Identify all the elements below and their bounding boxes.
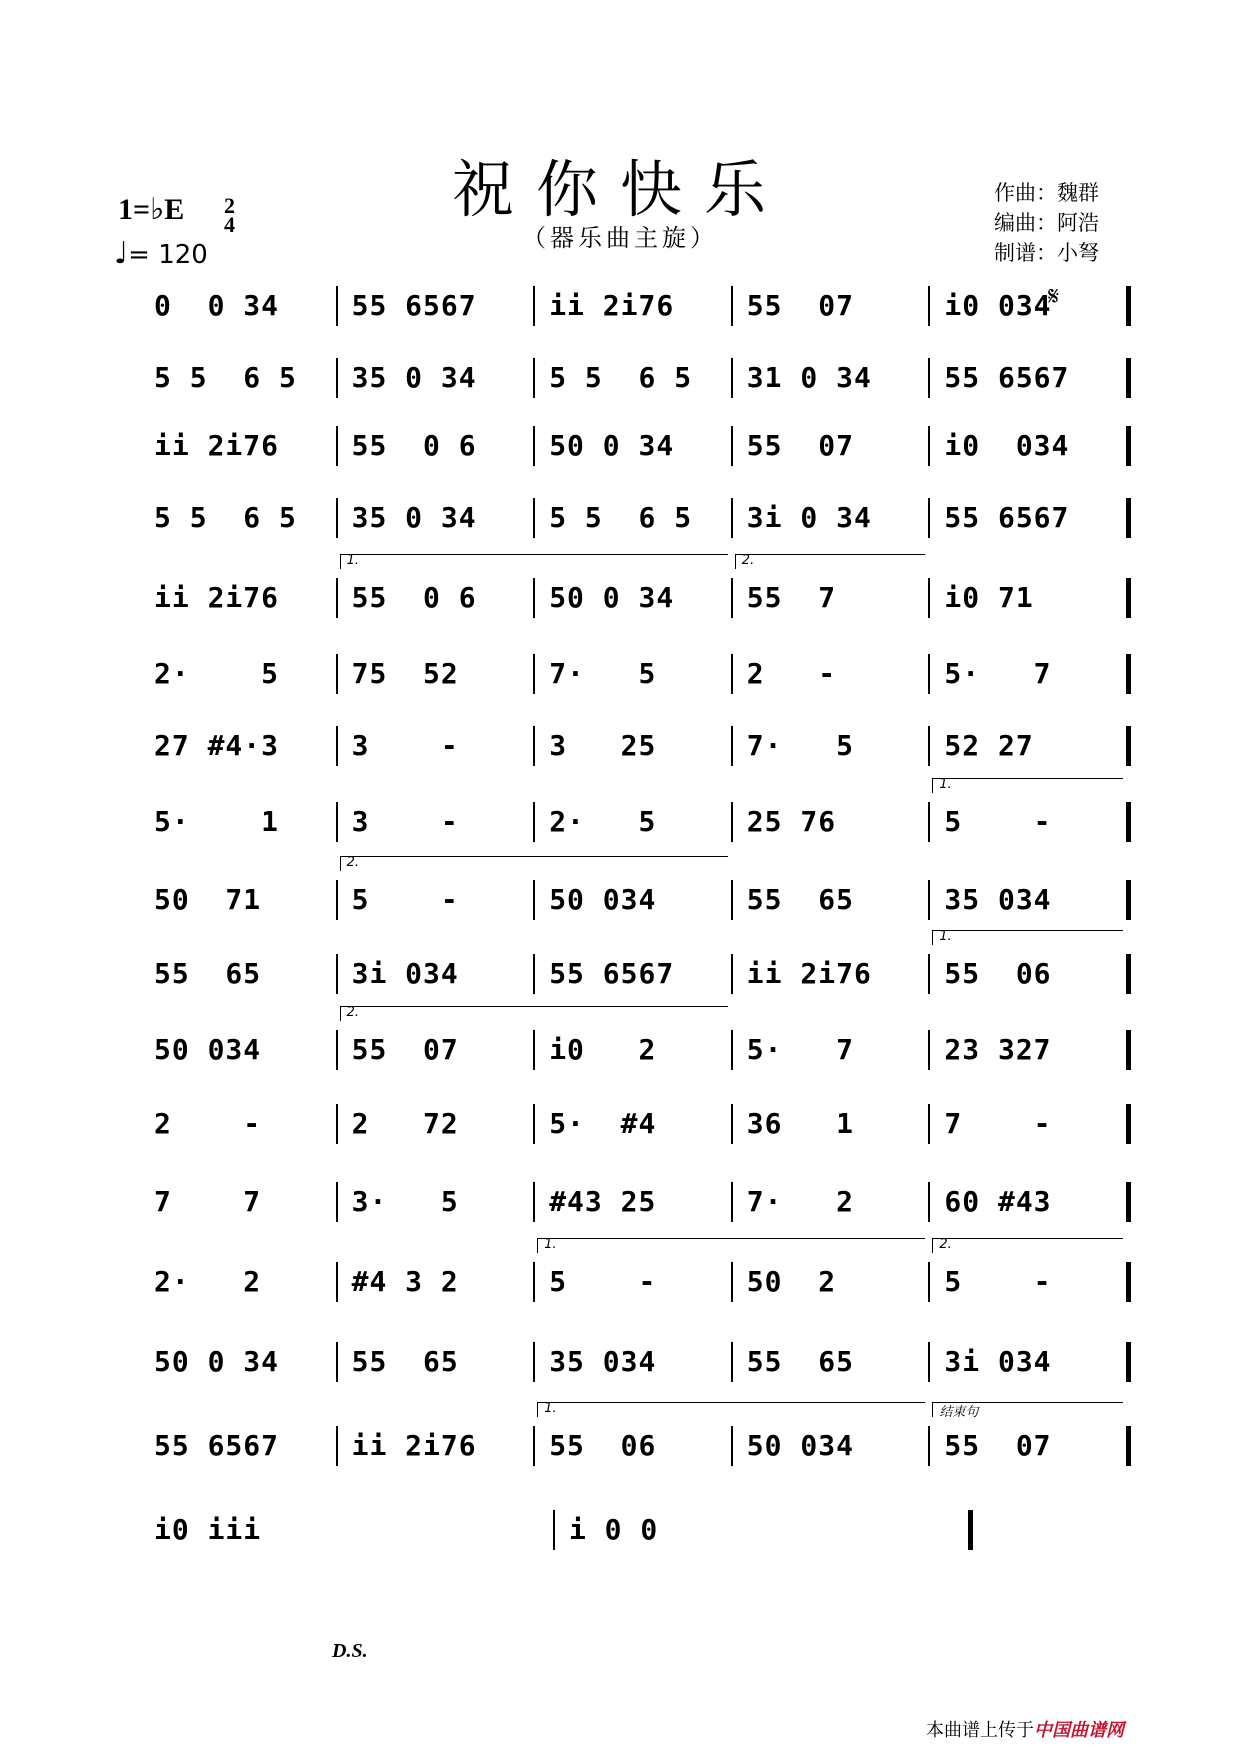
measure (735, 876, 933, 922)
measure (735, 574, 933, 620)
segno-icon: 𝄋 (1048, 282, 1060, 312)
measure-notes: 36 1 (746, 1106, 854, 1140)
barline (533, 1182, 535, 1222)
ds-marking: D.S. (332, 1640, 368, 1662)
measure (340, 422, 538, 468)
measure-notes: 5· 7 (944, 656, 1052, 690)
measure (142, 494, 340, 540)
measure (537, 950, 735, 996)
measure (340, 1178, 538, 1224)
measure (340, 798, 538, 844)
measure-notes: 5· #4 (549, 1106, 657, 1140)
barline (928, 1426, 930, 1466)
measure-notes: i0 034 (944, 428, 1070, 462)
measure-notes: 35 034 (549, 1344, 657, 1378)
measure (142, 1100, 340, 1146)
barline (1126, 498, 1131, 538)
measure-notes: i0 034 (944, 288, 1052, 322)
barline (336, 802, 338, 842)
barline (928, 802, 930, 842)
measure-notes: 5 - (944, 1264, 1052, 1298)
credits-block (994, 178, 1099, 268)
measure (735, 1338, 933, 1384)
measure (932, 950, 1130, 996)
volta-bracket (932, 1238, 1123, 1253)
measure (735, 1178, 933, 1224)
barline (928, 1182, 930, 1222)
barline (1126, 1104, 1131, 1144)
barline (928, 654, 930, 694)
measure-notes: 5 5 6 5 (154, 500, 297, 534)
measure (340, 1338, 538, 1384)
measure (142, 422, 340, 468)
score-row (142, 422, 1130, 468)
score-row (142, 282, 1130, 328)
barline (336, 880, 338, 920)
barline (928, 286, 930, 326)
measure-notes: ii 2i76 (746, 956, 872, 990)
measure-notes: 5 - (549, 1264, 657, 1298)
measure-notes: 55 6567 (154, 1428, 280, 1462)
measure (537, 798, 735, 844)
barline (731, 1104, 733, 1144)
measure (537, 722, 735, 768)
time-signature: 2 4 (224, 193, 235, 237)
measure-notes: ii 2i76 (549, 288, 675, 322)
measure (537, 1258, 735, 1304)
measure (142, 282, 340, 328)
barline (1126, 802, 1131, 842)
measure-notes: ii 2i76 (154, 580, 280, 614)
measure (735, 722, 933, 768)
volta-bracket (932, 778, 1123, 793)
measure-notes: 55 6567 (351, 288, 477, 322)
measure (340, 650, 538, 696)
measure-notes: 50 034 (154, 1032, 262, 1066)
score-row (142, 1005, 1130, 1072)
score-row (142, 553, 1130, 620)
volta-label: 2. (346, 855, 359, 870)
barline (336, 1426, 338, 1466)
measure (142, 1422, 340, 1468)
barline (928, 358, 930, 398)
measure (142, 354, 340, 400)
score-row (142, 777, 1130, 844)
barline (1126, 286, 1131, 326)
barline (731, 578, 733, 618)
measure (932, 1422, 1130, 1468)
measure-notes: 52 27 (944, 728, 1034, 762)
measure (142, 798, 340, 844)
measure-notes: 55 65 (746, 1344, 854, 1378)
barline (336, 578, 338, 618)
measure-notes: 55 65 (351, 1344, 459, 1378)
measure (340, 282, 538, 328)
measure (537, 1338, 735, 1384)
measure (537, 650, 735, 696)
barline (731, 802, 733, 842)
measure (537, 282, 735, 328)
measure-notes: 55 65 (154, 956, 262, 990)
barline (928, 1104, 930, 1144)
score-row (142, 1506, 1130, 1552)
measure-notes: ii 2i76 (154, 428, 280, 462)
measure (537, 1100, 735, 1146)
measure (142, 574, 340, 620)
barline (336, 954, 338, 994)
barline (731, 286, 733, 326)
volta-label: 1. (939, 929, 952, 944)
barline (533, 1262, 535, 1302)
measure (735, 1100, 933, 1146)
score-row (142, 650, 1130, 696)
measure (932, 1178, 1130, 1224)
measure (932, 494, 1130, 540)
measure-notes: 31 0 34 (746, 360, 872, 394)
measure-notes: 60 #43 (944, 1184, 1052, 1218)
measure-notes: 55 7 (746, 580, 837, 614)
measure (340, 1100, 538, 1146)
measure (735, 422, 933, 468)
measure (340, 950, 538, 996)
measure-notes: 55 07 (746, 288, 854, 322)
measure-notes: 5· 7 (746, 1032, 854, 1066)
measure (932, 422, 1130, 468)
measure-notes: 50 0 34 (549, 428, 675, 462)
quarter-note-icon: ♩ (114, 236, 129, 271)
measure (537, 876, 735, 922)
barline (928, 426, 930, 466)
barline (1126, 954, 1131, 994)
measure (340, 494, 538, 540)
measure-notes: i0 iii (154, 1512, 262, 1546)
measure (932, 650, 1130, 696)
measure (735, 1026, 933, 1072)
measure-notes: #4 3 2 (351, 1264, 459, 1298)
barline (533, 1030, 535, 1070)
barline (928, 954, 930, 994)
barline (336, 426, 338, 466)
volta-label: 2. (939, 1237, 952, 1252)
barline (336, 1104, 338, 1144)
measure (142, 1506, 557, 1552)
barline (928, 1030, 930, 1070)
measure-notes: 3· 5 (351, 1184, 459, 1218)
barline (553, 1510, 555, 1550)
barline (1126, 1262, 1131, 1302)
volta-label: 1. (939, 777, 952, 792)
barline (928, 1262, 930, 1302)
measure-notes: 55 07 (746, 428, 854, 462)
barline (731, 498, 733, 538)
measure-notes: 35 034 (944, 882, 1052, 916)
measure-notes: 7· 5 (549, 656, 657, 690)
barline (731, 880, 733, 920)
measure (735, 950, 933, 996)
measure-notes: 7 - (944, 1106, 1052, 1140)
barline (533, 498, 535, 538)
barline (336, 1030, 338, 1070)
credit-composer: 作曲：魏群 (994, 181, 1099, 205)
measure (537, 1026, 735, 1072)
measure-notes: 5 5 6 5 (154, 360, 297, 394)
measure-notes: 2 - (154, 1106, 262, 1140)
measure-notes: 5 5 6 5 (549, 500, 693, 534)
measure-notes: 75 52 (351, 656, 459, 690)
barline (336, 1182, 338, 1222)
measure (340, 1422, 538, 1468)
barline (731, 358, 733, 398)
measure-notes: 3i 034 (944, 1344, 1052, 1378)
measure (932, 722, 1130, 768)
measure (340, 574, 538, 620)
barline (1126, 1182, 1131, 1222)
barline (336, 1342, 338, 1382)
measure (537, 574, 735, 620)
measure-notes: 5 5 6 5 (549, 360, 693, 394)
barline (731, 726, 733, 766)
measure (537, 354, 735, 400)
measure-notes: i0 71 (944, 580, 1034, 614)
measure-notes: 3i 0 34 (746, 500, 872, 534)
measure-notes: 2 - (746, 656, 837, 690)
barline (336, 726, 338, 766)
measure (340, 1026, 538, 1072)
volta-label: 2. (346, 1005, 359, 1020)
measure-notes: i 0 0 (568, 1512, 659, 1546)
key-signature: 1=♭E (118, 193, 185, 226)
measure (735, 494, 933, 540)
measure-notes: 2· 5 (154, 656, 280, 690)
measure (735, 650, 933, 696)
barline (1126, 1426, 1131, 1466)
measure (932, 1026, 1130, 1072)
measure-notes: 50 0 34 (549, 580, 675, 614)
volta-bracket (735, 554, 926, 569)
barline (1126, 654, 1131, 694)
barline (1126, 1342, 1131, 1382)
barline (1126, 426, 1131, 466)
barline (1126, 880, 1131, 920)
score-row (142, 929, 1130, 996)
barline (533, 358, 535, 398)
barline (731, 1182, 733, 1222)
measure-notes: 35 0 34 (351, 500, 477, 534)
measure (142, 1178, 340, 1224)
measure-notes: 50 034 (746, 1428, 854, 1462)
volta-bracket (932, 1402, 1123, 1420)
measure-notes: 7· 5 (746, 728, 854, 762)
score-row (142, 354, 1130, 400)
measure (340, 354, 538, 400)
barline (928, 578, 930, 618)
barline (731, 426, 733, 466)
measure (142, 1258, 340, 1304)
measure-notes: 55 65 (746, 882, 854, 916)
measure (142, 950, 340, 996)
footer-brand: 中国曲谱网 (1034, 1720, 1124, 1741)
measure-notes: 7 7 (154, 1184, 262, 1218)
measure-notes: 50 71 (154, 882, 262, 916)
measure-notes: 2· 2 (154, 1264, 262, 1298)
footer: 本曲谱上传于中国曲谱网 (926, 1720, 1124, 1741)
measure (932, 354, 1130, 400)
measure-notes: 5 - (351, 882, 459, 916)
barline (968, 1510, 973, 1550)
volta-bracket (340, 856, 728, 871)
measure-notes: 3 - (351, 728, 459, 762)
barline (336, 498, 338, 538)
volta-bracket (340, 1006, 728, 1021)
barline (731, 1342, 733, 1382)
volta-label: 1. (544, 1401, 557, 1416)
measure-notes: #43 25 (549, 1184, 657, 1218)
page-subtitle: （器乐曲主旋） (522, 224, 718, 252)
measure (142, 1338, 340, 1384)
measure-notes: 5· 1 (154, 804, 280, 838)
measure (932, 1258, 1130, 1304)
barline (928, 726, 930, 766)
barline (533, 880, 535, 920)
score-row (142, 1401, 1130, 1468)
barline (928, 880, 930, 920)
measure-notes: 3 - (351, 804, 459, 838)
measure (735, 1422, 933, 1468)
measure (932, 282, 1130, 328)
measure-notes: 50 0 34 (154, 1344, 280, 1378)
volta-bracket (340, 554, 728, 569)
barline (533, 954, 535, 994)
barline (731, 654, 733, 694)
measure-notes: 55 07 (351, 1032, 459, 1066)
barline (533, 1426, 535, 1466)
barline (533, 578, 535, 618)
barline (731, 1426, 733, 1466)
measure-notes: 55 07 (944, 1428, 1052, 1462)
barline (1126, 726, 1131, 766)
credit-arranger: 编曲：阿浩 (994, 211, 1099, 235)
measure-notes: 7· 2 (746, 1184, 854, 1218)
measure (537, 1422, 735, 1468)
measure-notes: 50 2 (746, 1264, 837, 1298)
score-row (142, 494, 1130, 540)
barline (533, 1342, 535, 1382)
measure (932, 876, 1130, 922)
volta-bracket (537, 1402, 925, 1417)
measure-notes: 25 76 (746, 804, 837, 838)
measure-notes: 3 25 (549, 728, 657, 762)
measure (142, 1026, 340, 1072)
barline (533, 286, 535, 326)
score-row (142, 1100, 1130, 1146)
measure (735, 1258, 933, 1304)
barline (731, 954, 733, 994)
volta-label: 2. (741, 553, 755, 568)
measure-notes: 55 6567 (944, 360, 1070, 394)
barline (1126, 1030, 1131, 1070)
barline (533, 802, 535, 842)
measure-notes: 5 - (944, 804, 1052, 838)
measure-notes: 27 #4·3 (154, 728, 280, 762)
measure-notes: ii 2i76 (351, 1428, 477, 1462)
measure (932, 798, 1130, 844)
measure-notes: 2· 5 (549, 804, 657, 838)
measure-notes: 55 6567 (549, 956, 675, 990)
measure-notes: 35 0 34 (351, 360, 477, 394)
score-row (142, 1178, 1130, 1224)
measure-notes: 2 72 (351, 1106, 459, 1140)
barline (336, 286, 338, 326)
barline (1126, 358, 1131, 398)
barline (533, 726, 535, 766)
measure (537, 422, 735, 468)
score-row (142, 1237, 1130, 1304)
barline (533, 426, 535, 466)
volta-label: 结束句 (939, 1405, 979, 1420)
measure (557, 1506, 972, 1552)
measure-notes: 55 0 6 (351, 428, 477, 462)
measure (735, 798, 933, 844)
measure-notes: 23 327 (944, 1032, 1052, 1066)
tempo-marking: ♩= 120 (114, 236, 208, 271)
measure-notes: 50 034 (549, 882, 657, 916)
barline (928, 1342, 930, 1382)
measure (537, 1178, 735, 1224)
barline (731, 1262, 733, 1302)
page-title: 祝你快乐 (451, 153, 788, 226)
measure (142, 876, 340, 922)
measure (932, 1100, 1130, 1146)
barline (533, 654, 535, 694)
measure (932, 1338, 1130, 1384)
measure-notes: 55 06 (944, 956, 1052, 990)
volta-label: 1. (544, 1237, 557, 1252)
measure (340, 722, 538, 768)
volta-bracket (932, 930, 1123, 945)
barline (928, 498, 930, 538)
score-row (142, 1338, 1130, 1384)
barline (731, 1030, 733, 1070)
measure (735, 282, 933, 328)
barline (336, 358, 338, 398)
measure (340, 876, 538, 922)
measure (932, 574, 1130, 620)
barline (336, 654, 338, 694)
barline (1126, 578, 1131, 618)
volta-label: 1. (346, 553, 359, 568)
measure (142, 650, 340, 696)
credit-transcriber: 制谱：小弩 (994, 241, 1099, 265)
barline (533, 1104, 535, 1144)
measure-notes: 55 6567 (944, 500, 1070, 534)
measure-notes: i0 2 (549, 1032, 657, 1066)
barline (336, 1262, 338, 1302)
measure (735, 354, 933, 400)
measure-notes: 55 0 6 (351, 580, 477, 614)
score-row (142, 722, 1130, 768)
measure-notes: 55 06 (549, 1428, 657, 1462)
measure-notes: 3i 034 (351, 956, 459, 990)
measure-notes: 0 0 34 (154, 288, 280, 322)
volta-bracket (537, 1238, 925, 1253)
measure (537, 494, 735, 540)
measure (142, 722, 340, 768)
score-row (142, 855, 1130, 922)
measure (340, 1258, 538, 1304)
